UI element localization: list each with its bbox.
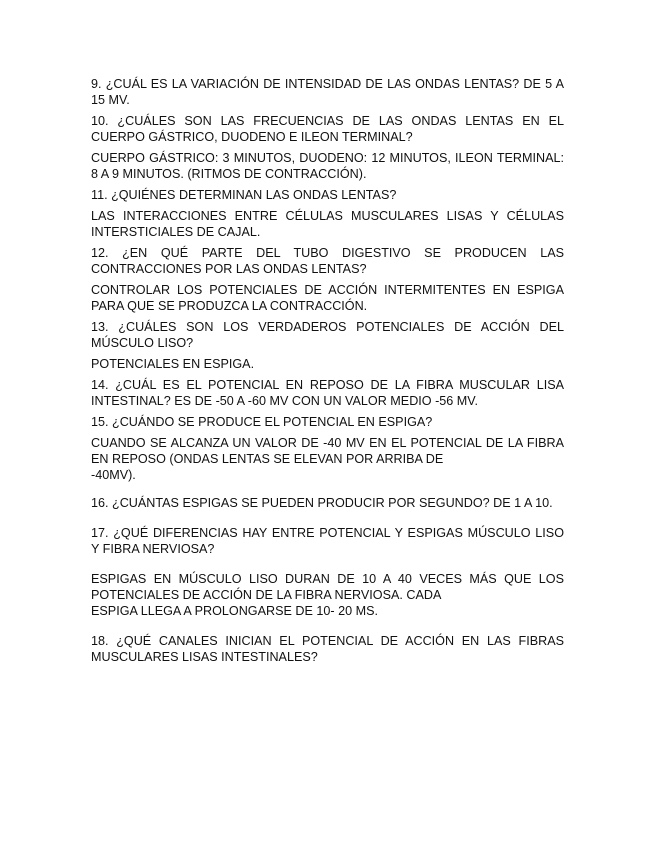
question-9: 9. ¿CUÁL ES LA VARIACIÓN DE INTENSIDAD DE LAS ONDAS LENTAS? DE 5 A 15 MV.: [91, 77, 564, 107]
question-14: 14. ¿CUÁL ES EL POTENCIAL EN REPOSO DE LA FIBRA MUSCULAR LISA INTESTINAL? ES DE -50 A -60 MV CON UN VALOR MEDIO -56 MV.: [91, 378, 564, 408]
answer-15: CUANDO SE ALCANZA UN VALOR DE -40 MV EN EL POTENCIAL DE LA FIBRA EN REPOSO (ONDAS LENTAS SE ELEVAN POR ARRIBA DE -40MV).: [91, 436, 564, 482]
answer-12: CONTROLAR LOS POTENCIALES DE ACCIÓN INTERMITENTES EN ESPIGA PARA QUE SE PRODUZCA LA CONTRACCIÓN.: [91, 283, 564, 313]
question-10: 10. ¿CUÁLES SON LAS FRECUENCIAS DE LAS ONDAS LENTAS EN EL CUERPO GÁSTRICO, DUODENO E ILEON TERMINAL?: [91, 114, 564, 144]
answer-10: CUERPO GÁSTRICO: 3 MINUTOS, DUODENO: 12 MINUTOS, ILEON TERMINAL: 8 A 9 MINUTOS. (RITMOS DE CONTRACCIÓN).: [91, 151, 564, 181]
question-11: 11. ¿QUIÉNES DETERMINAN LAS ONDAS LENTAS?: [91, 188, 397, 202]
answer-13: POTENCIALES EN ESPIGA.: [91, 357, 255, 371]
answer-17: ESPIGAS EN MÚSCULO LISO DURAN DE 10 A 40 VECES MÁS QUE LOS POTENCIALES DE ACCIÓN DE LA FIBRA NERVIOSA. CADA ESPIGA LLEGA A PROLONGARSE DE 10- 20 MS.: [91, 572, 564, 618]
question-15: 15. ¿CUÁNDO SE PRODUCE EL POTENCIAL EN ESPIGA?: [91, 415, 433, 429]
question-17: 17. ¿QUÉ DIFERENCIAS HAY ENTRE POTENCIAL Y ESPIGAS MÚSCULO LISO Y FIBRA NERVIOSA?: [91, 526, 564, 556]
question-16: 16. ¿CUÁNTAS ESPIGAS SE PUEDEN PRODUCIR POR SEGUNDO? DE 1 A 10.: [91, 496, 553, 510]
document-body: [91, 76, 564, 665]
question-18: 18. ¿QUÉ CANALES INICIAN EL POTENCIAL DE ACCIÓN EN LAS FIBRAS MUSCULARES LISAS INTESTINALES?: [91, 634, 564, 664]
question-12: 12. ¿EN QUÉ PARTE DEL TUBO DIGESTIVO SE PRODUCEN LAS CONTRACCIONES POR LAS ONDAS LENTAS?: [91, 246, 564, 276]
question-13: 13. ¿CUÁLES SON LOS VERDADEROS POTENCIALES DE ACCIÓN DEL MÚSCULO LISO?: [91, 320, 564, 350]
answer-11: LAS INTERACCIONES ENTRE CÉLULAS MUSCULARES LISAS Y CÉLULAS INTERSTICIALES DE CAJAL.: [91, 209, 564, 239]
